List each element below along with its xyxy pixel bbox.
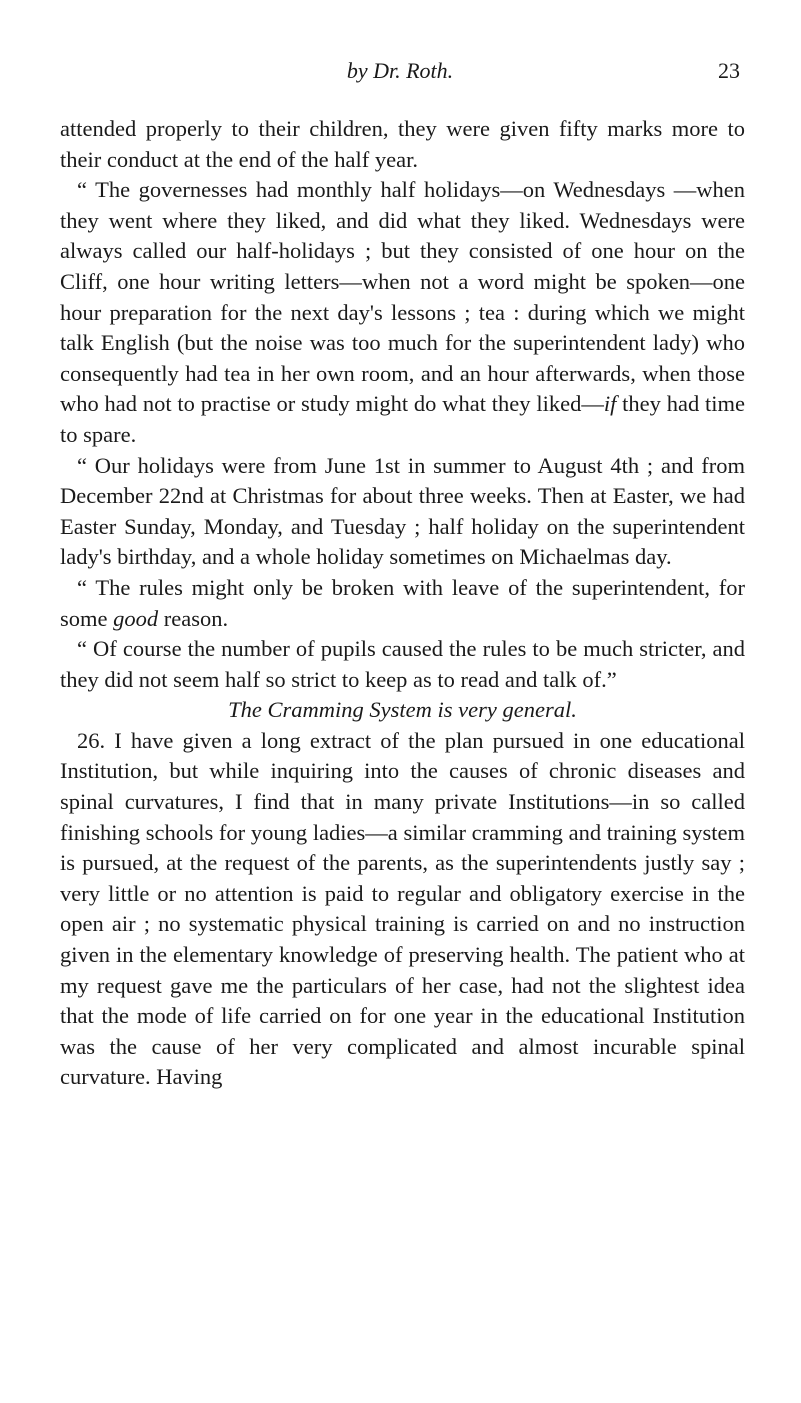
emphasis-if: if	[603, 391, 617, 417]
paragraph-pupils: “ Of course the number of pupils caused the rules to be much stricter, and they did not seem half so strict to keep as to read and talk of.”	[60, 636, 745, 692]
emphasis-good: good	[113, 605, 159, 631]
page-number: 23	[718, 58, 740, 83]
paragraph-continuation: attended properly to their children, they were given fifty marks more to their conduct at the end of the half year.	[60, 116, 745, 172]
running-head	[60, 58, 740, 88]
paragraph-governesses	[60, 175, 745, 450]
paragraph-26: 26. I have given a long extract of the plan pursued in one educational Institution, but while inquiring into the causes of chronic diseases and spinal curvatures, I find that in many private Institutions—in so called finishing schools for young ladies—a similar cramming and training system is pursued, at the request of the parents, as the superintendents justly say ; very little or no attention is paid to regular and obligatory exercise in the open air ; no systematic physical training is carried on and no instruction given in the elementary knowledge of preserving health. The patient who at my request gave me the particulars of her case, had not the slightest idea that the mode of life carried on for one year in the educational Institution was the cause of her very complicated and almost incurable spinal curvature. Having	[60, 727, 745, 1090]
paragraph-governesses-text: “ The governesses had monthly half holidays—on Wednesdays —when they went where they liked, and did what they liked. Wednesdays were always called our half-holidays ; but they consisted of one hour on the Cliff, one hour writing letters—when not a word might be spoken—one hour preparation for the next day's lessons ; tea : during which we might talk English (but the noise was too much for the superintendent lady) who consequently had tea in her own room, and an hour afterwards, when those who had not to practise or study might do what they liked—	[60, 177, 745, 417]
paragraph-holidays: “ Our holidays were from June 1st in summer to August 4th ; and from December 22nd at Christmas for about three weeks. Then at Easter, we had Easter Sunday, Monday, and Tuesday ; half holiday on the superintendent lady's birthday, and a whole holiday sometimes on Michaelmas day.	[60, 452, 745, 570]
running-title: by Dr. Roth.	[346, 58, 454, 83]
section-heading: The Cramming System is very general.	[228, 697, 577, 723]
body-text	[60, 114, 745, 1093]
paragraph-governesses-end: they had time to spare.	[60, 391, 746, 447]
paragraph-rules-end: reason.	[158, 605, 229, 631]
paragraph-rules-text: “ The rules might only be broken with leave of the superintendent, for some	[60, 574, 745, 631]
paragraph-rules	[60, 573, 745, 634]
